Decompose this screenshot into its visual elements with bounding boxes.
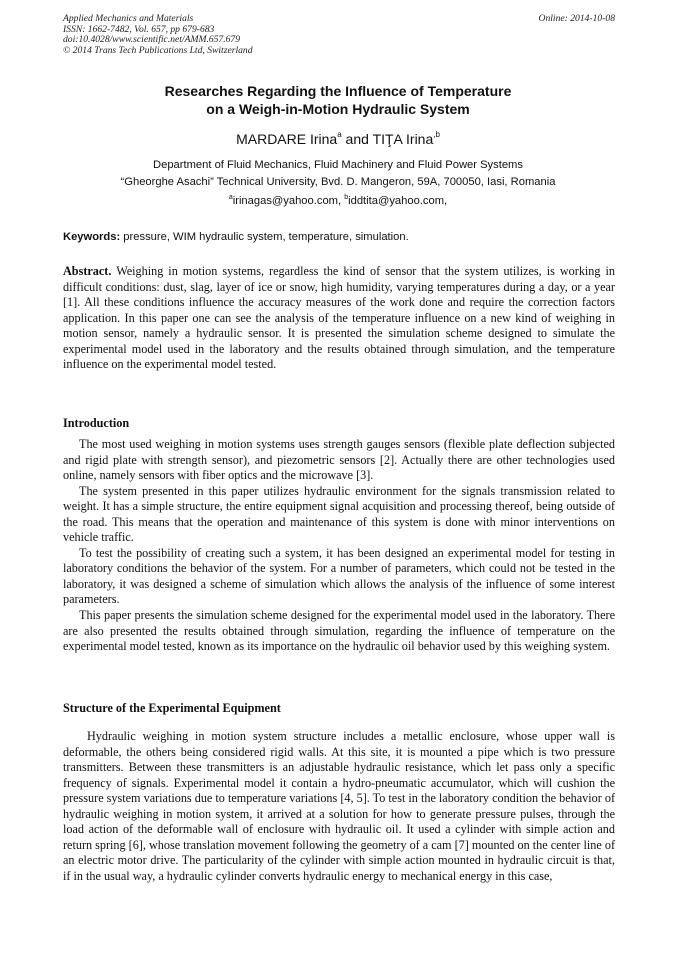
structure-heading: Structure of the Experimental Equipment [63, 701, 281, 715]
issn-line: ISSN: 1662-7482, Vol. 657, pp 679-683 [63, 23, 215, 35]
title-line-1: Researches Regarding the Influence of Temperature [164, 83, 512, 99]
keywords-label: Keywords: [63, 231, 121, 243]
abstract [63, 264, 615, 373]
author-1: MARDARE Irina [236, 131, 338, 147]
affiliation-line-2: “Gheorghe Asachi” Technical University, Bvd. D. Mangeron, 59A, 700050, Iasi, Romania [120, 175, 556, 188]
author-emails [60, 194, 616, 208]
keywords [63, 230, 615, 244]
structure-paragraph: Hydraulic weighing in motion system structure includes a metallic enclosure, whose upper wall is deformable, the others being considered rigid walls. At this site, it is mounted a pipe which is two pressure transmitters. Between these transmitters is an adjustable hydraulic resistance, which let pass only a specific frequency of signals. Experimental model it contain a hydro-pneumatic accumulator, which will cushion the pressure system variations due to temperature variations [4, 5]. To test in the laboratory condition the behavior of hydraulic weighing in motion system, it arrived at a solution for how to generate pressure pulses, through the load action of the deformable wall of enclosure with hydraulic oil. It used a cylinder with simple action and return spring [6], whose translation movement following the geometry of a cam [7] mounted on the center line of an electric motor drive. The particularity of the cylinder with simple action mounted in hydraulic circuit is that, if in the usual way, a hydraulic cylinder converts hydraulic energy to mechanical energy in this case, [63, 729, 616, 883]
intro-paragraph: The system presented in this paper utilizes hydraulic environment for the signals transmission related to weight. It has a simple structure, the entire equipment signal acquisition and processing thereof, being outside of the road. This means that the operation and maintenance of this system is done with minor interventions on vehicle traffic. [63, 483, 615, 545]
author-2: TIŢA Irina [372, 131, 434, 147]
affiliation-line-1: Department of Fluid Mechanics, Fluid Machinery and Fluid Power Systems [153, 159, 523, 171]
abstract-text: Weighing in motion systems, regardless the kind of sensor that the system utilizes, is working in difficult conditions: dust, slag, layer of ice or snow, high humidity, varying temperatures during a day, or a year [1]. All these conditions influence the accuracy measures of the work done and require the correction factors application. In this paper one can see the analysis of the temperature influence on a new kind of weighing in motion sensor, namely a hydraulic sensor. It is presented the simulation scheme designed to simulate the experimental model used in the laboratory and the results obtained through simulation, and the temperature influence on the experimental model tested. [63, 264, 615, 372]
introduction-body [63, 437, 615, 655]
paper-title [60, 82, 616, 118]
abstract-label: Abstract. [63, 264, 112, 278]
email-mark-a: a [228, 194, 233, 201]
copyright-line: © 2014 Trans Tech Publications Ltd, Switzerland [63, 44, 253, 56]
introduction-heading: Introduction [63, 416, 130, 430]
author-2-mark: ,b [433, 130, 440, 139]
author-1-mark: a [337, 130, 342, 139]
online-date: Online: 2014-10-08 [538, 13, 615, 24]
title-line-2: on a Weigh-in-Motion Hydraulic System [206, 101, 470, 117]
keywords-text: pressure, WIM hydraulic system, temperature, simulation. [120, 231, 409, 243]
affiliation [60, 157, 616, 190]
email-mark-b: b [344, 194, 349, 201]
journal-header [63, 14, 623, 56]
intro-paragraph: To test the possibility of creating such a system, it has been designed an experimental model for testing in laboratory conditions the behavior of the system. For a number of parameters, which could not be tested in the laboratory, it was designed a scheme of simulation which allows the analysis of the influence of some interest parameters. [63, 545, 615, 607]
email-1: irinagas@yahoo.com, [232, 195, 345, 207]
doi-line: doi:10.4028/www.scientific.net/AMM.657.679 [63, 34, 241, 46]
email-2: iddtita@yahoo.com, [348, 195, 448, 207]
intro-paragraph: The most used weighing in motion systems uses strength gauges sensors (flexible plate deflection subjected and rigid plate with strength sensor), and piezometric sensors [2]. Actually there are other technologies used online, namely sensors with fiber optics and the microwave [3]. [63, 437, 615, 483]
journal-name: Applied Mechanics and Materials [63, 13, 194, 24]
intro-paragraph: This paper presents the simulation scheme designed for the experimental model used in the laboratory. There are also presented the results obtained through simulation, regarding the influence of temperature on the experimental model tested, known as its importance on the hydraulic oil behavior used by this weighing system. [63, 608, 615, 654]
structure-body [63, 729, 615, 884]
author-connector: and [341, 131, 373, 147]
author-list [60, 130, 616, 148]
